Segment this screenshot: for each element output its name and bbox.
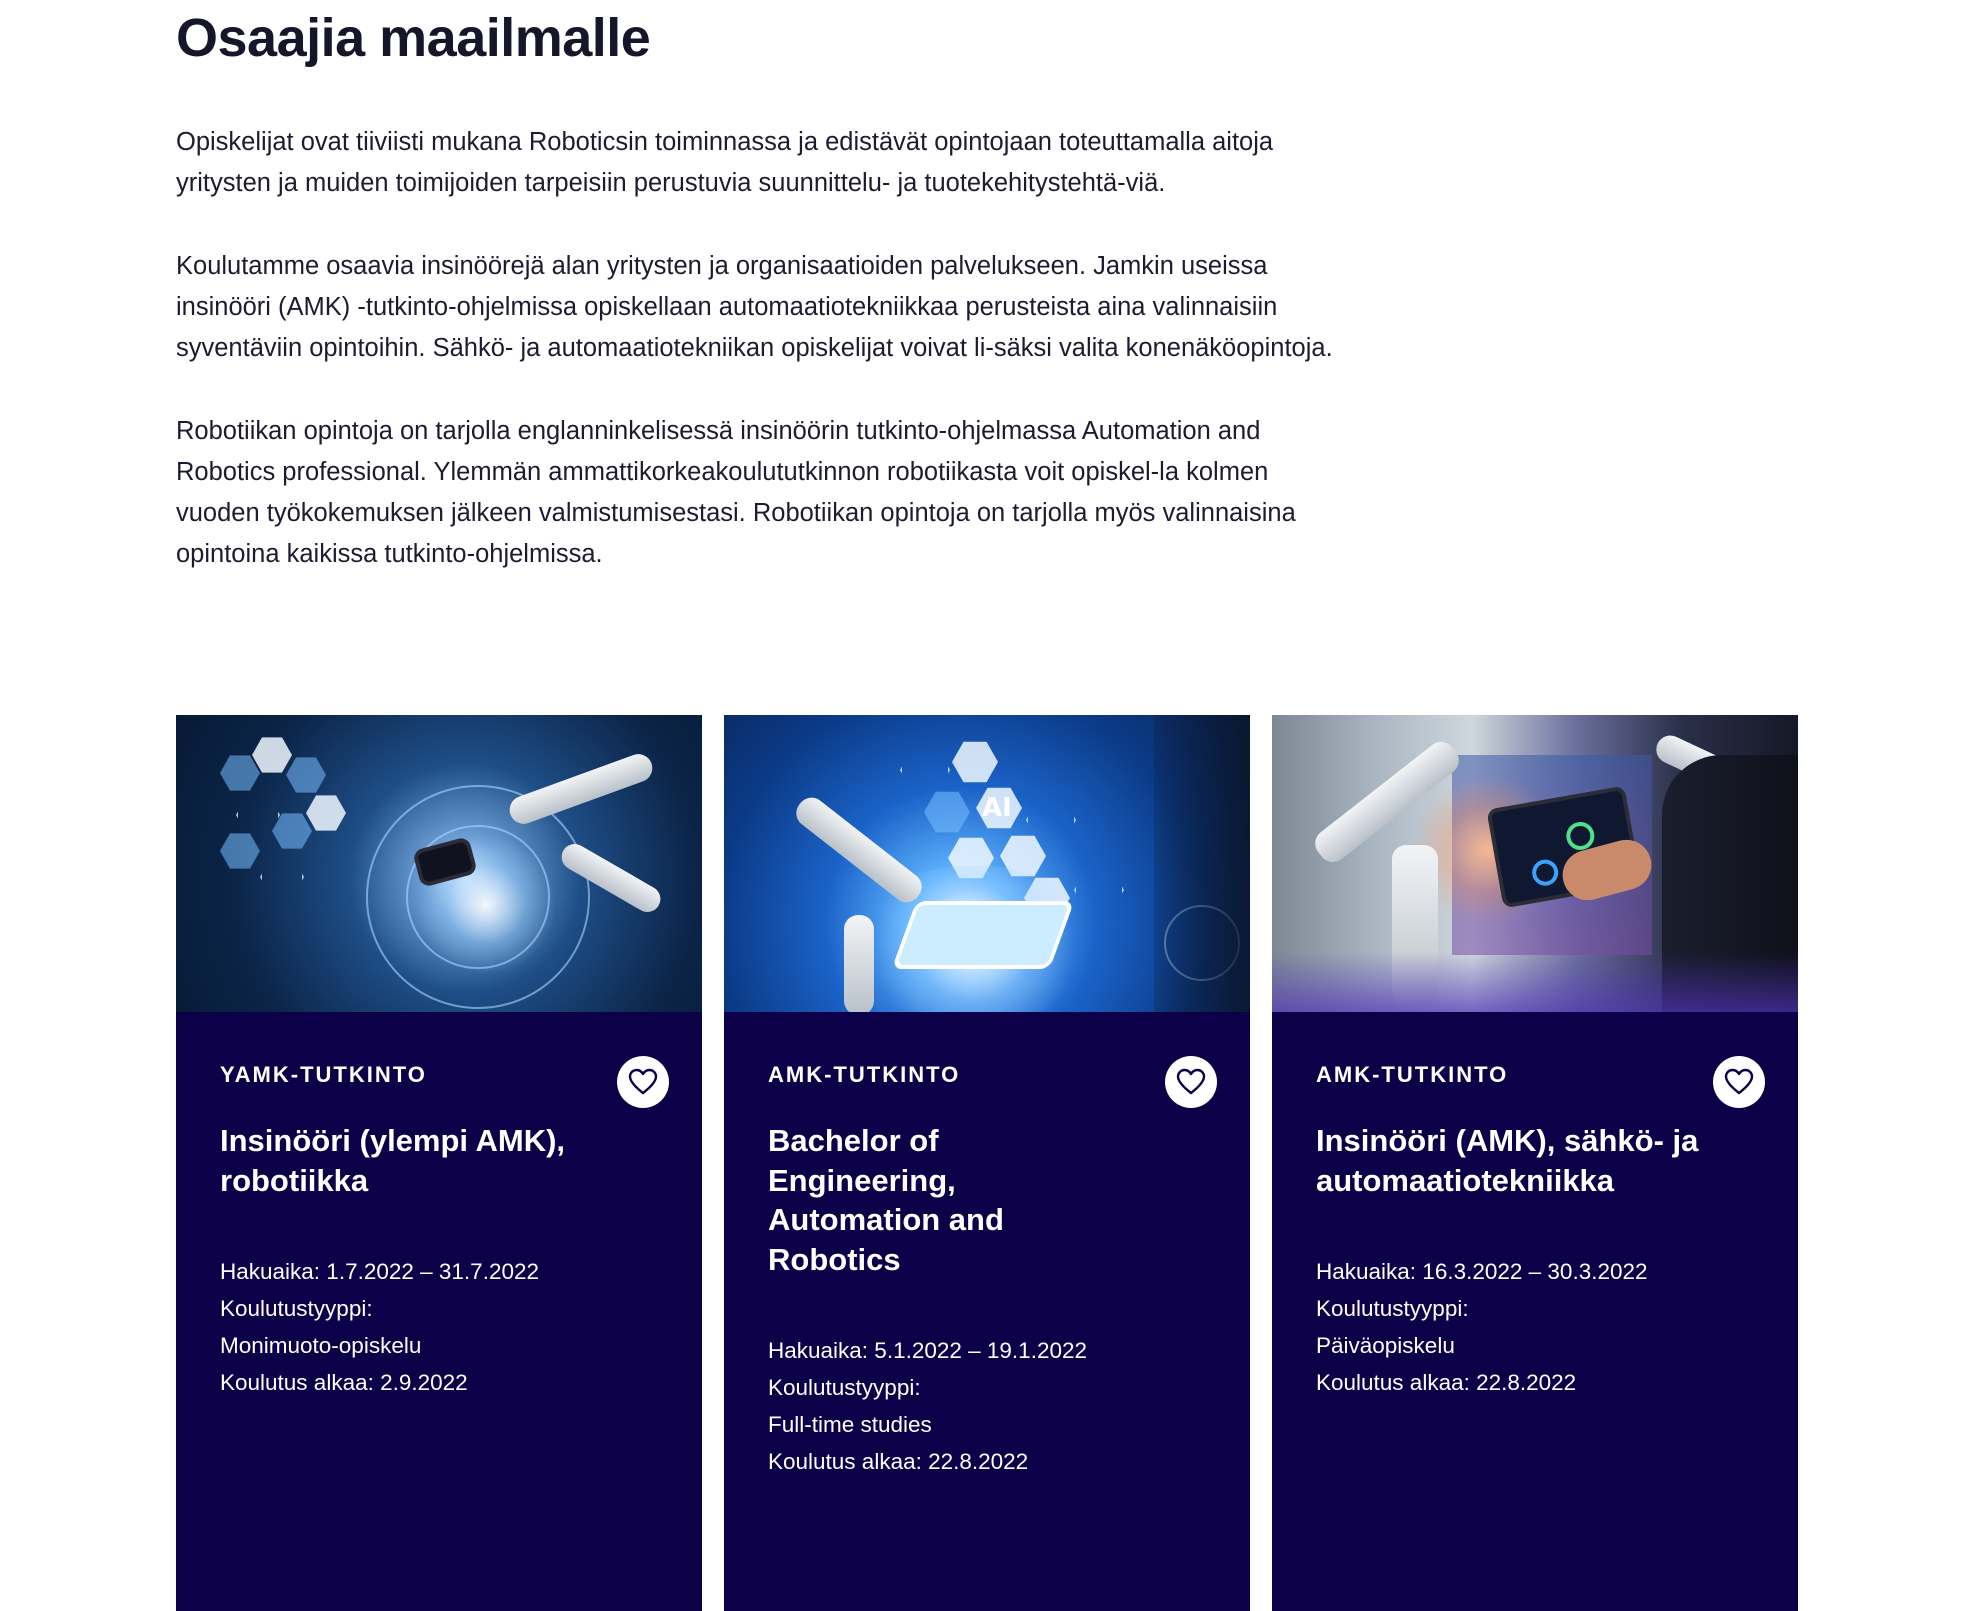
hex-shape [286,755,326,795]
card-details [768,1332,1188,1480]
card-title: Insinööri (AMK), sähkö- ja automaatiotekniikka [1316,1123,1699,1198]
application-period: Hakuaika: 1.7.2022 – 31.7.2022 [220,1259,539,1284]
intro-paragraph-1: Opiskelijat ovat tiiviisti mukana Roboticsin toiminnassa ja edistävät opintojaan toteuttamalla aitoja yritysten ja muiden toimijoiden tarpeisiin perustuvia suunnittelu- ja tuotekehitystehtä-viä. [176,128,1274,197]
hex-shape [1074,865,1124,915]
card-degree-type: YAMK-TUTKINTO [220,1062,427,1087]
hex-shape [252,735,292,775]
card-details [1316,1253,1736,1401]
person-silhouette [1154,715,1250,1012]
favorite-button[interactable] [1713,1056,1765,1108]
hex-shape [220,831,260,871]
card-image-automation [724,715,1250,1012]
study-type-label: Koulutustyyppi: [220,1296,373,1321]
favorite-button[interactable] [1165,1056,1217,1108]
study-type-value: Full-time studies [768,1412,932,1437]
degree-card-electrical-automation[interactable] [1272,715,1798,1611]
card-image-robotics [176,715,702,1012]
hex-shape [924,789,970,835]
study-type-value: Monimuoto-opiskelu [220,1333,422,1358]
start-date: Koulutus alkaa: 2.9.2022 [220,1370,468,1395]
page-title: Osaajia maailmalle [176,8,651,68]
study-type-label: Koulutustyyppi: [1316,1296,1469,1321]
degree-card-automation-robotics[interactable] [724,715,1250,1611]
floor-light [1272,952,1798,1012]
intro-paragraph-3: Robotiikan opintoja on tarjolla englanninkelisessä insinöörin tutkinto-ohjelmassa Automation and Robotics professional. Ylemmän ammattikorkeakoulututkinnon robotiikasta voit opiskel-la kolmen vuoden työkokemuksen jälkeen valmistumisestasi. Robotiikan opintoja on tarjolla myös valinnaisina opintoina kaikissa tutkinto-ohjelmissa. [176,417,1296,568]
robot-arm [844,915,874,1012]
laptop [892,901,1075,969]
study-type-label: Koulutustyyppi: [768,1375,921,1400]
card-details [220,1253,640,1401]
hex-shape [952,739,998,785]
heart-icon [628,1068,658,1096]
degree-cards [176,715,1798,1611]
card-title: Insinööri (ylempi AMK), robotiikka [220,1123,566,1198]
hex-shape [260,855,304,899]
hex-shape [220,753,260,793]
start-date: Koulutus alkaa: 22.8.2022 [768,1449,1029,1474]
card-body [768,1012,1206,1611]
card-image-electrical [1272,715,1798,1012]
hex-shape [306,793,346,833]
card-body [1316,1012,1754,1611]
study-type-value: Päiväopiskelu [1316,1333,1455,1358]
ai-image-label: AI [982,793,1012,823]
card-degree-type: AMK-TUTKINTO [768,1062,961,1087]
heart-icon [1176,1068,1206,1096]
chart-ring-icon [1530,858,1560,888]
heart-icon [1724,1068,1754,1096]
card-body [220,1012,658,1611]
intro-paragraph-2: Koulutamme osaavia insinöörejä alan yritysten ja organisaatioiden palvelukseen. Jamkin useissa insinööri (AMK) -tutkinto-ohjelmissa opiskellaan automaatiotekniikkaa perusteista aina valinnaisiin syventäviin opintoihin. Sähkö- ja automaatiotekniikan opiskelijat voivat li-säksi valita konenäköopintoja. [176,252,1333,362]
application-period: Hakuaika: 16.3.2022 – 30.3.2022 [1316,1259,1648,1284]
robot-arm [506,750,657,828]
card-title: Bachelor of Engineering, Automation and Robotics [768,1123,1004,1277]
favorite-button[interactable] [617,1056,669,1108]
application-period: Hakuaika: 5.1.2022 – 19.1.2022 [768,1338,1087,1363]
robot-arm [791,792,928,908]
degree-card-robotics-yamk[interactable] [176,715,702,1611]
hex-shape [900,745,950,795]
main-content [176,0,1336,575]
start-date: Koulutus alkaa: 22.8.2022 [1316,1370,1577,1395]
card-degree-type: AMK-TUTKINTO [1316,1062,1509,1087]
